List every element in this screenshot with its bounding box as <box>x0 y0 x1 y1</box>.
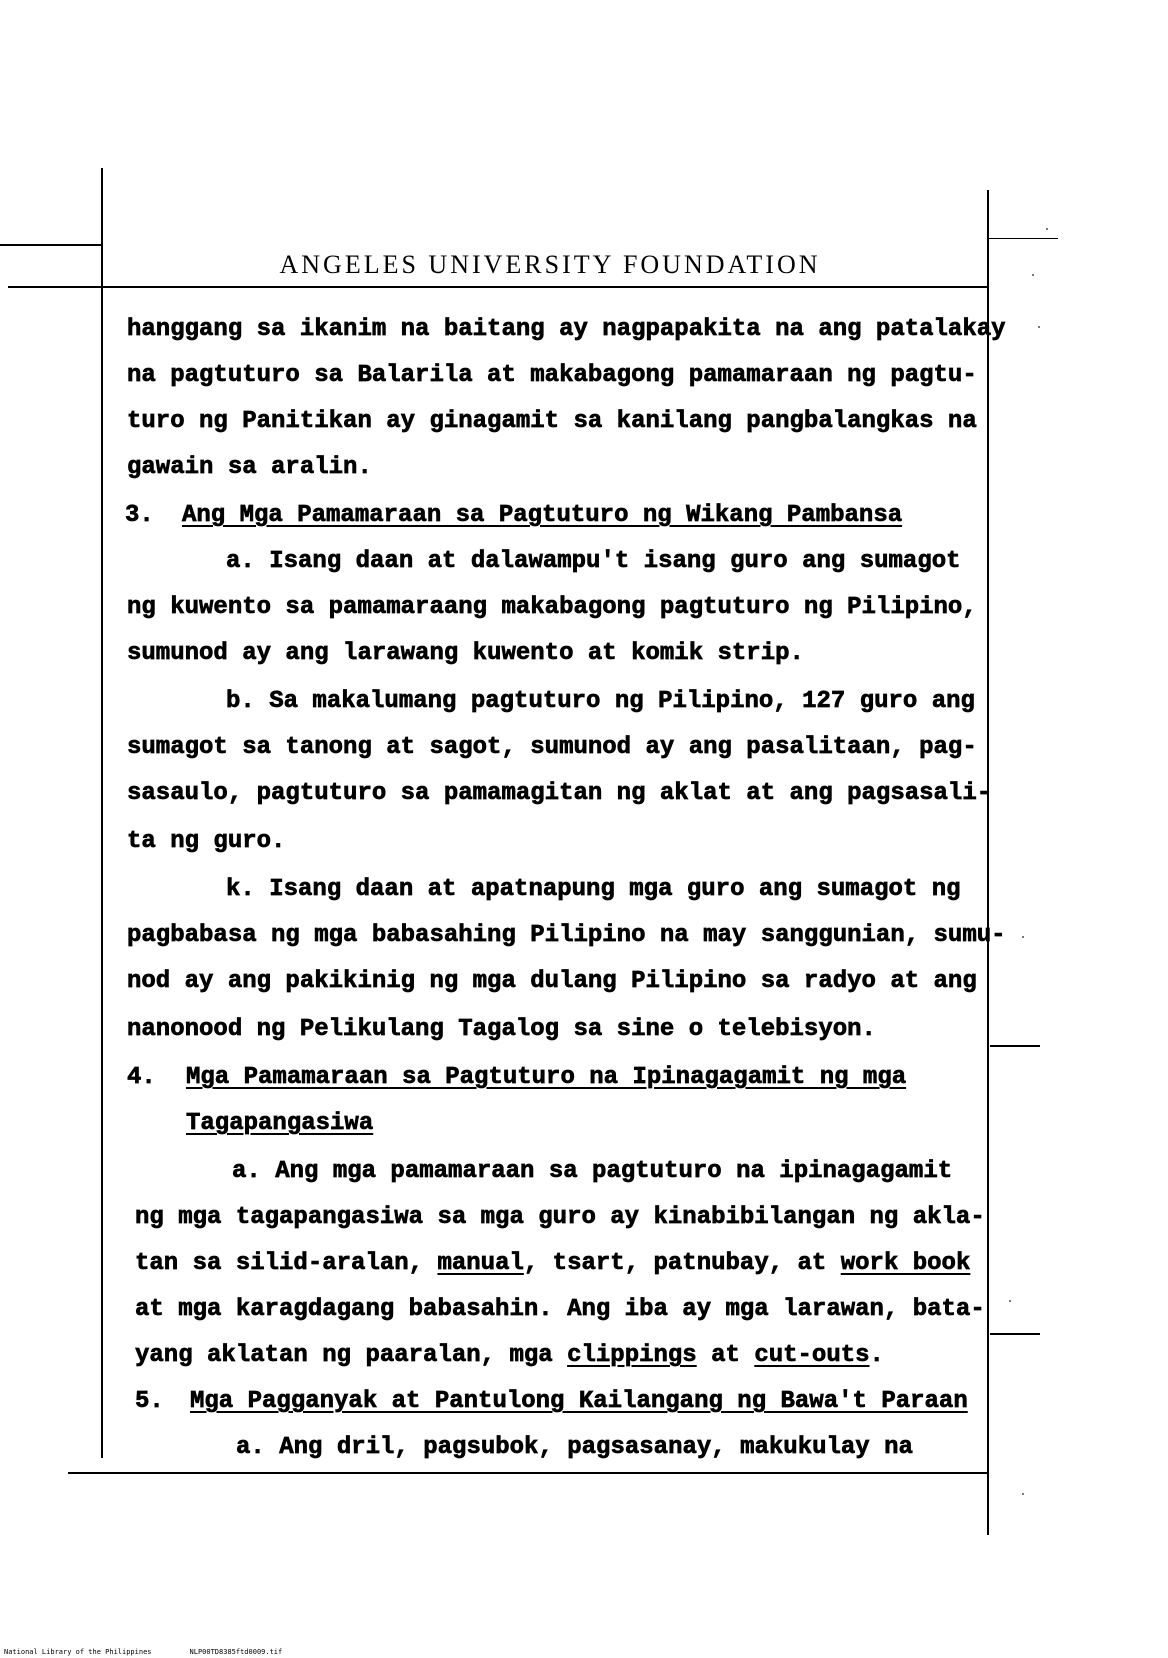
item-b-line: sumagot sa tanong at sagot, sumunod ay ang pasalitaan, pag- <box>127 734 977 761</box>
item-b-line: b. Sa makalumang pagtuturo ng Pilipino, 127 guro ang <box>226 688 975 715</box>
item-b-line: sasaulo, pagtuturo sa pamamagitan ng aklat at ang pagsasali- <box>127 780 992 807</box>
body-line: hanggang sa ikanim na baitang ay nagpapakita na ang patalakay <box>127 316 1006 343</box>
item-a-line: sumunod ay ang larawang kuwento at komik strip. <box>127 640 804 667</box>
institution-header: ANGELES UNIVERSITY FOUNDATION <box>279 250 821 279</box>
bottom-rule <box>68 1472 988 1474</box>
margin-tick-2 <box>990 1333 1040 1335</box>
section-4-item-a-line <box>135 1252 970 1276</box>
right-margin-rule <box>987 190 989 1535</box>
body-line: na pagtuturo sa Balarila at makabagong pamamaraan ng pagtu- <box>127 362 977 389</box>
section-3-heading: Ang Mga Pamamaraan sa Pagtuturo ng Wikang Pambansa <box>182 502 903 529</box>
section-4-item-a-line: at mga karagdagang babasahin. Ang iba ay mga larawan, bata- <box>135 1296 985 1323</box>
text-run: tan sa silid-aralan, <box>135 1250 438 1277</box>
item-k-line: k. Isang daan at apatnapung mga guro ang sumagot ng <box>226 876 961 903</box>
section-4-item-a-line: ng mga tagapangasiwa sa mga guro ay kinabibilangan ng akla- <box>135 1204 985 1231</box>
header-bottom-rule <box>8 286 988 288</box>
section-3-number: 3. <box>125 502 154 529</box>
file-id: NLP00TD8385ftd0009.tif <box>189 1648 283 1656</box>
section-5-heading: Mga Pagganyak at Pantulong Kailangang ng Bawa't Paraan <box>190 1388 968 1415</box>
term-clippings: clippings <box>567 1342 697 1369</box>
scan-speck <box>1038 326 1040 328</box>
scan-speck <box>1022 1493 1024 1495</box>
item-k-line: pagbabasa ng mga babasahing Pilipino na may sanggunian, sumu- <box>127 922 1006 949</box>
header-right-rule <box>988 238 1058 239</box>
text-run: , tsart, patnubay, at <box>523 1250 841 1277</box>
library-credit: National Library of the Philippines <box>4 1648 152 1656</box>
left-margin-rule <box>101 168 103 1458</box>
item-a-line: ng kuwento sa pamamaraang makabagong pagtuturo ng Pilipino, <box>127 594 977 621</box>
text-run: . <box>869 1342 884 1369</box>
term-work-book: work book <box>840 1250 971 1277</box>
section-4-heading: Mga Pamamaraan sa Pagtuturo na Ipinagagamit ng mga <box>186 1064 907 1091</box>
section-4-heading-cont: Tagapangasiwa <box>186 1110 374 1137</box>
margin-tick-1 <box>990 1045 1040 1047</box>
scan-speck <box>1046 228 1048 230</box>
item-k-line: nanonood ng Pelikulang Tagalog sa sine o telebisyon. <box>127 1016 876 1043</box>
text-run: yang aklatan ng paaralan, mga <box>135 1342 568 1369</box>
body-line: turo ng Panitikan ay ginagamit sa kanilang pangbalangkas na <box>127 408 977 435</box>
scan-speck <box>1022 936 1024 938</box>
header-top-rule <box>0 244 101 246</box>
scan-footer <box>4 1648 282 1656</box>
scan-speck <box>1009 1300 1011 1302</box>
section-4-item-a-line <box>135 1344 884 1368</box>
section-4-number: 4. <box>127 1064 156 1091</box>
section-5-number: 5. <box>135 1388 164 1415</box>
body-line: gawain sa aralin. <box>127 454 372 481</box>
term-cut-outs: cut-outs <box>754 1342 870 1369</box>
item-b-line: ta ng guro. <box>127 828 286 855</box>
section-4-item-a-line: a. Ang mga pamamaraan sa pagtuturo na ipinagagamit <box>232 1158 953 1185</box>
item-k-line: nod ay ang pakikinig ng mga dulang Pilipino sa radyo at ang <box>127 968 977 995</box>
section-5-item-a-line: a. Ang dril, pagsubok, pagsasanay, makukulay na <box>236 1434 913 1461</box>
text-run: at <box>696 1342 755 1369</box>
term-manual: manual <box>437 1250 524 1277</box>
item-a-line: a. Isang daan at dalawampu't isang guro ang sumagot <box>226 548 961 575</box>
